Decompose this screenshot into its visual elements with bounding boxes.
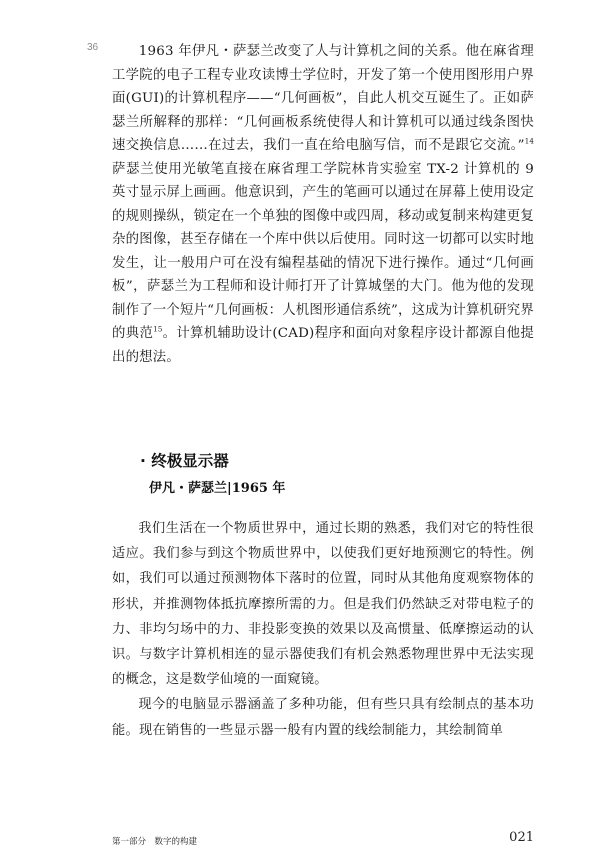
quoted-excerpt [112, 40, 534, 369]
body-paragraph-2: 现今的电脑显示器涵盖了多种功能，但有些只具有绘制点的基本功能。现在销售的一些显示器一般有内置的线绘制能力，其绘制简单 [112, 697, 534, 738]
excerpt-text-1: 1963 年伊凡・萨瑟兰改变了人与计算机之间的关系。他在麻省理工学院的电子工程专业攻读博士学位时，开发了第一个使用图形用户界面(GUI)的计算机程序——“几何画板”，自此人机交互诞生了。正如萨瑟兰所解释的那样：“几何画板系统使得人和计算机可以通过线条图快速交换信息……在过去，我们一直在给电脑写信，而不是跟它交流。” [112, 44, 534, 153]
excerpt-text-2: 萨瑟兰使用光敏笔直接在麻省理工学院林肯实验室 TX-2 计算机的 9 英寸显示屏上画画。他意识到，产生的笔画可以通过在屏幕上使用设定的规则操纵，锁定在一个单独的图像中或四周，移动或复制来构建更复杂的图像，甚至存储在一个库中供以后使用。同时这一切都可以实时地发生，让一般用户可在没有编程基础的情况下进行操作。通过“几何画板”，萨瑟兰为工程师和设计师打开了计算城堡的大门。他为他的发现制作了一个短片“几何画板：人机图形通信系统”，这成为计算机研究界的典范 [112, 161, 534, 341]
body-paragraph-1: 我们生活在一个物质世界中，通过长期的熟悉，我们对它的特性很适应。我们参与到这个物质世界中，以使我们更好地预测它的特性。例如，我们可以通过预测物体下落时的位置，同时从其他角度观察物体的形状，并推测物体抵抗摩擦所需的力。但是我们仍然缺乏对带电粒子的力、非均匀场中的力、非投影变换的效果以及高惯量、低摩擦运动的认识。与数字计算机相连的显示器使我们有机会熟悉物理世界中无法实现的概念，这是数学仙境的一面窥镜。 [112, 521, 534, 688]
excerpt-text-3: 。计算机辅助设计(CAD)程序和面向对象程序设计都源自他提出的想法。 [112, 326, 534, 365]
body-text [112, 516, 534, 743]
footnote-ref-15: 15 [153, 325, 163, 334]
excerpt-paragraph [112, 40, 534, 369]
section-author-year: 伊凡・萨瑟兰|1965 年 [149, 481, 286, 496]
footnote-ref-14: 14 [524, 137, 534, 146]
section-title: · 终极显示器 [140, 452, 229, 470]
margin-page-number: 36 [87, 42, 99, 53]
footer-part-label: 第一部分 数字的构建 [112, 837, 198, 847]
footer-page-number: 021 [509, 830, 534, 845]
